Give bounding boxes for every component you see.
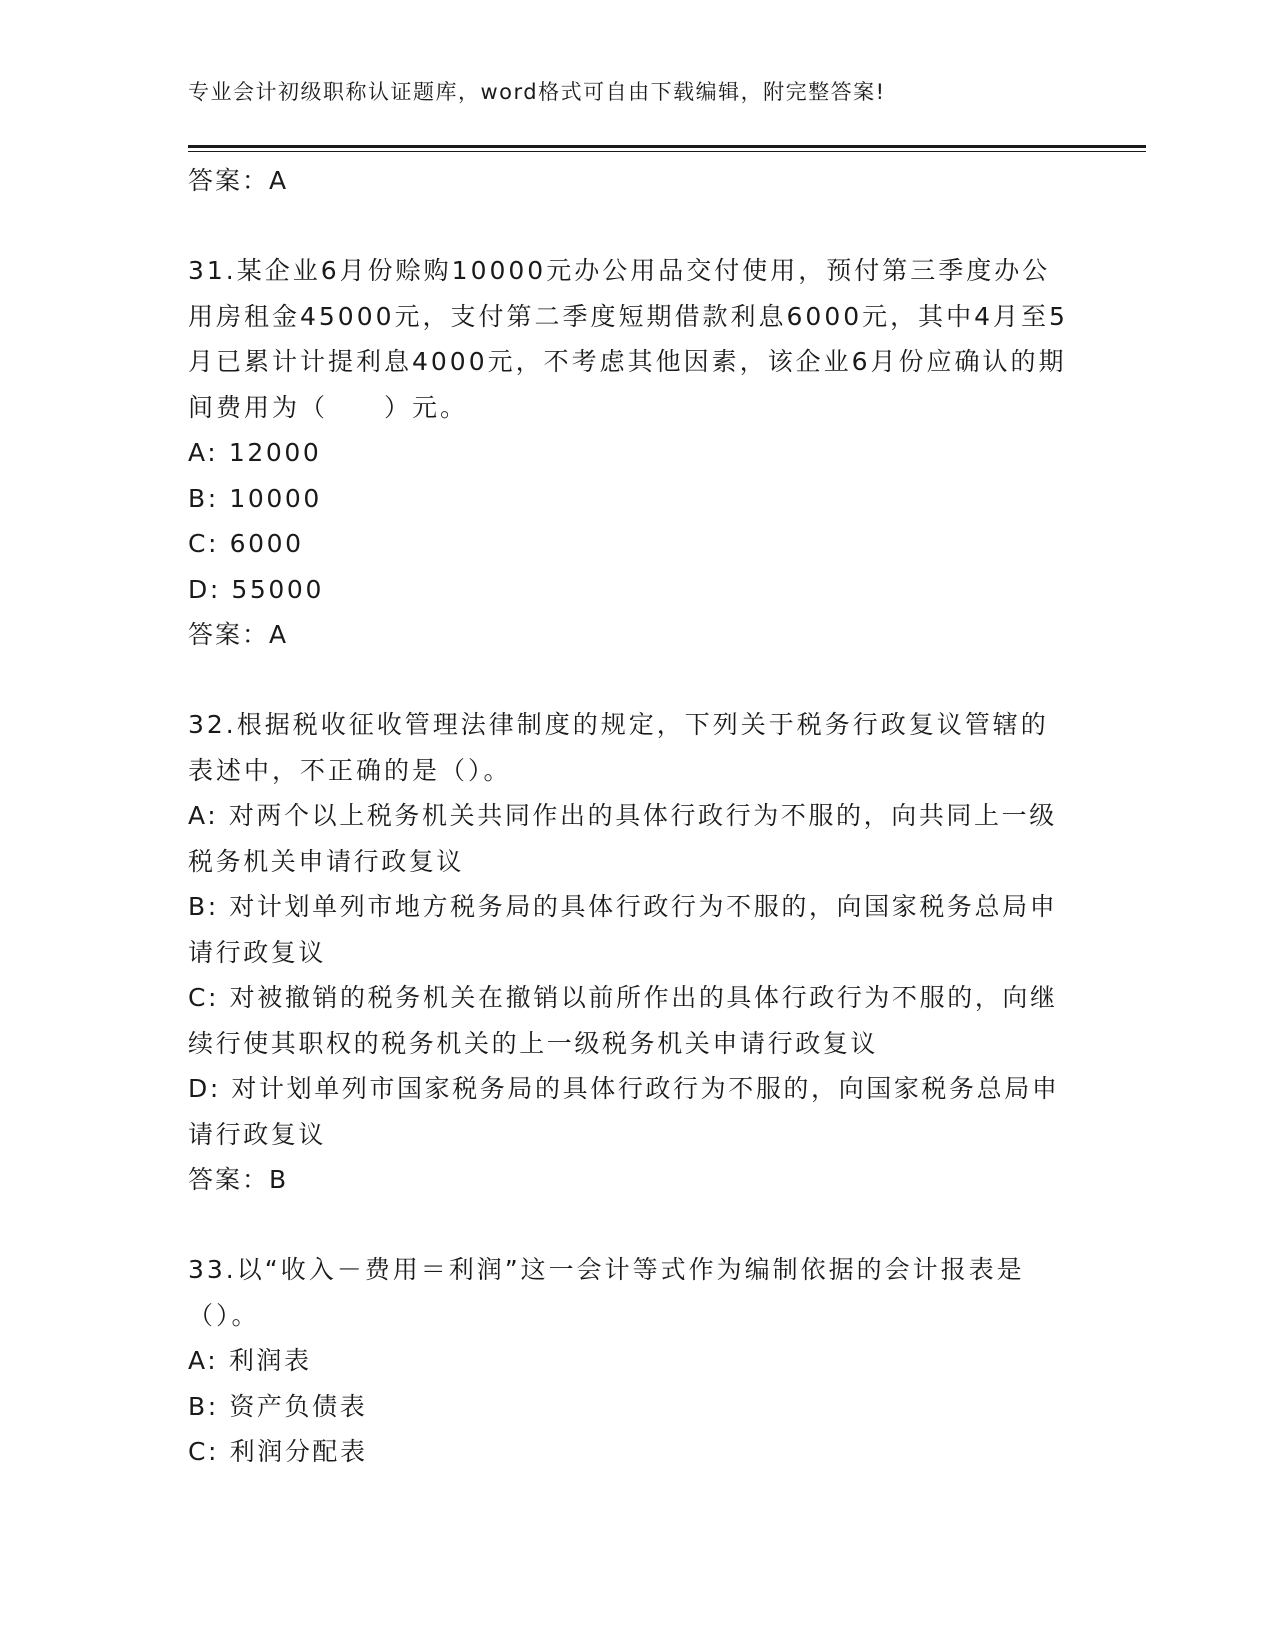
page-header: 专业会计初级职称认证题库，word格式可自由下载编辑，附完整答案! — [188, 80, 886, 104]
question-stem: 33.以“收入－费用＝利润”这一会计等式作为编制依据的会计报表是（）。 — [188, 1255, 1025, 1330]
option-c: C: 对被撤销的税务机关在撤销以前所作出的具体行政行为不服的，向继续行使其职权的税务机关的上一级税务机关申请行政复议 — [188, 983, 1058, 1058]
header-rule-thin — [188, 151, 1146, 152]
question-32 — [188, 702, 1068, 1203]
question-stem: 32.根据税收征收管理法律制度的规定，下列关于税务行政复议管辖的表述中，不正确的是（）。 — [188, 710, 1049, 785]
option-c: C: 6000 — [188, 529, 304, 558]
option-a: A: 12000 — [188, 438, 322, 467]
answer-line: 答案：A — [188, 620, 289, 649]
option-a: A: 利润表 — [188, 1346, 312, 1375]
header-rule — [188, 145, 1146, 148]
option-b: B: 资产负债表 — [188, 1391, 368, 1421]
option-d: D: 55000 — [188, 574, 324, 604]
answer-line: 答案：A — [188, 166, 289, 195]
answer-line: 答案：B — [188, 1165, 289, 1194]
option-b: B: 10000 — [188, 483, 322, 513]
option-b: B: 对计划单列市地方税务局的具体行政行为不服的，向国家税务总局申请行政复议 — [188, 892, 1058, 967]
question-33 — [188, 1247, 1068, 1475]
question-stem: 31.某企业6月份赊购10000元办公用品交付使用，预付第三季度办公用房租金45000元，支付第二季度短期借款利息6000元，其中4月至5月已累计计提利息4000元，不考虑其他因素，该企业6月份应确认的期间费用为（ ）元。 — [188, 256, 1068, 422]
question-31 — [188, 248, 1068, 658]
option-a: A: 对两个以上税务机关共同作出的具体行政行为不服的，向共同上一级税务机关申请行政复议 — [188, 801, 1057, 876]
option-d: D: 对计划单列市国家税务局的具体行政行为不服的，向国家税务总局申请行政复议 — [188, 1074, 1060, 1149]
option-c: C: 利润分配表 — [188, 1437, 368, 1466]
document-body — [188, 158, 1068, 1475]
